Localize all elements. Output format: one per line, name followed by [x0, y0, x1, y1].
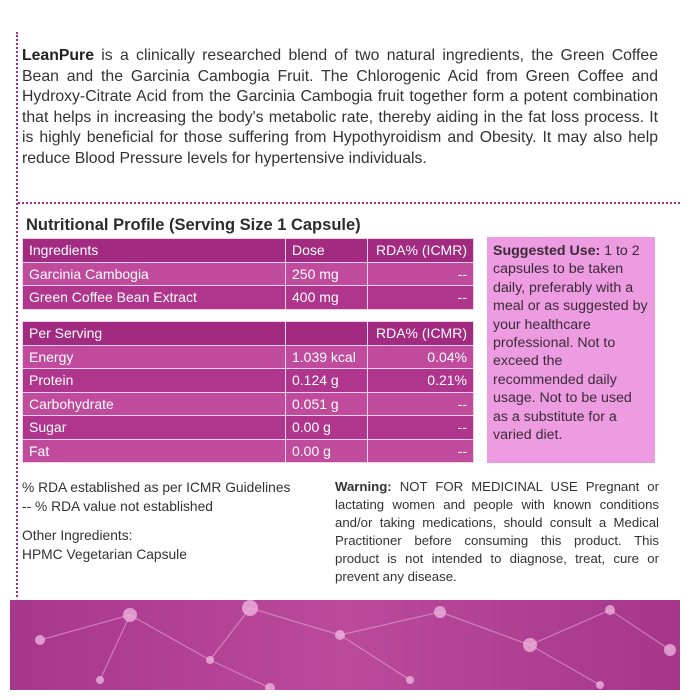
other-ingredients-value: HPMC Vegetarian Capsule: [22, 547, 187, 562]
table-row: [23, 392, 474, 416]
suggested-use-label: Suggested Use:: [493, 243, 601, 259]
dotted-divider-vertical: [16, 32, 18, 597]
nutrient-rda: 0.21%: [368, 369, 474, 393]
table-header-row: [23, 322, 474, 346]
warning-body: NOT FOR MEDICINAL USE Pregnant or lactating women and people with known conditions and/or taking medications, should consult a Medical Practitioner before consuming this product. This product is not intended to diagnose, treat, cure or prevent any disease.: [335, 479, 659, 584]
ingredient-name: Green Coffee Bean Extract: [23, 286, 286, 310]
ingredient-name: Garcinia Cambogia: [23, 262, 286, 286]
ingredients-table: [22, 238, 474, 310]
header-per-serving: Per Serving: [23, 322, 286, 346]
decorative-band: [10, 600, 680, 690]
description-text: is a clinically researched blend of two natural ingredients, the Green Coffee Bean and the Garcinia Cambogia Fruit. The Chlorogenic Acid from Green Coffee and Hydroxy-Citrate Acid from the Garcinia Cambogia fruit together form a potent combination that helps in increasing the body's metabolic rate, thereby aiding in the fat loss process. It is highly beneficial for those suffering from Hypothyroidism and Obesity. It may also help reduce Blood Pressure levels for hypertensive individuals.: [22, 47, 658, 167]
product-description: [22, 46, 658, 170]
nutrient-amount: 1.039 kcal: [286, 345, 368, 369]
header-rda: RDA% (ICMR): [368, 239, 474, 263]
warning-text: [335, 478, 659, 586]
nutrient-rda: --: [368, 439, 474, 463]
rda-notes: [22, 478, 290, 516]
other-ingredients: [22, 526, 187, 564]
per-serving-table: [22, 321, 474, 463]
table-row: [23, 345, 474, 369]
nutrient-rda: --: [368, 392, 474, 416]
table-row: [23, 262, 474, 286]
other-ingredients-label: Other Ingredients:: [22, 528, 133, 543]
header-ingredients: Ingredients: [23, 239, 286, 263]
ingredient-rda: --: [368, 286, 474, 310]
nutrition-title: Nutritional Profile (Serving Size 1 Capsule): [26, 216, 361, 234]
table-header-row: [23, 239, 474, 263]
nutrient-amount: 0.051 g: [286, 392, 368, 416]
table-row: [23, 369, 474, 393]
header-rda: RDA% (ICMR): [368, 322, 474, 346]
header-blank: [286, 322, 368, 346]
table-row: [23, 286, 474, 310]
nutrient-amount: 0.124 g: [286, 369, 368, 393]
nutrient-amount: 0.00 g: [286, 439, 368, 463]
nutrient-name: Carbohydrate: [23, 392, 286, 416]
nutrient-name: Protein: [23, 369, 286, 393]
nutrient-amount: 0.00 g: [286, 416, 368, 440]
rda-note: % RDA established as per ICMR Guidelines: [22, 480, 291, 495]
nutrient-name: Sugar: [23, 416, 286, 440]
dotted-divider-horizontal: [18, 202, 680, 204]
table-row: [23, 439, 474, 463]
molecule-pattern-decoration: [10, 600, 680, 690]
ingredient-dose: 250 mg: [286, 262, 368, 286]
suggested-use-text: 1 to 2 capsules to be taken daily, preferably with a meal or as suggested by your healthcare professional. Not to exceed the recommended daily usage. Not to be used as a substitute for a varied diet.: [493, 243, 648, 444]
ingredient-rda: --: [368, 262, 474, 286]
nutrient-rda: 0.04%: [368, 345, 474, 369]
nutrient-rda: --: [368, 416, 474, 440]
header-dose: Dose: [286, 239, 368, 263]
nutrient-name: Fat: [23, 439, 286, 463]
rda-not-established-note: -- % RDA value not established: [22, 499, 213, 514]
suggested-use-box: [487, 237, 655, 463]
warning-label: Warning:: [335, 479, 392, 494]
ingredient-dose: 400 mg: [286, 286, 368, 310]
nutrient-name: Energy: [23, 345, 286, 369]
brand-name: LeanPure: [22, 47, 94, 64]
table-row: [23, 416, 474, 440]
